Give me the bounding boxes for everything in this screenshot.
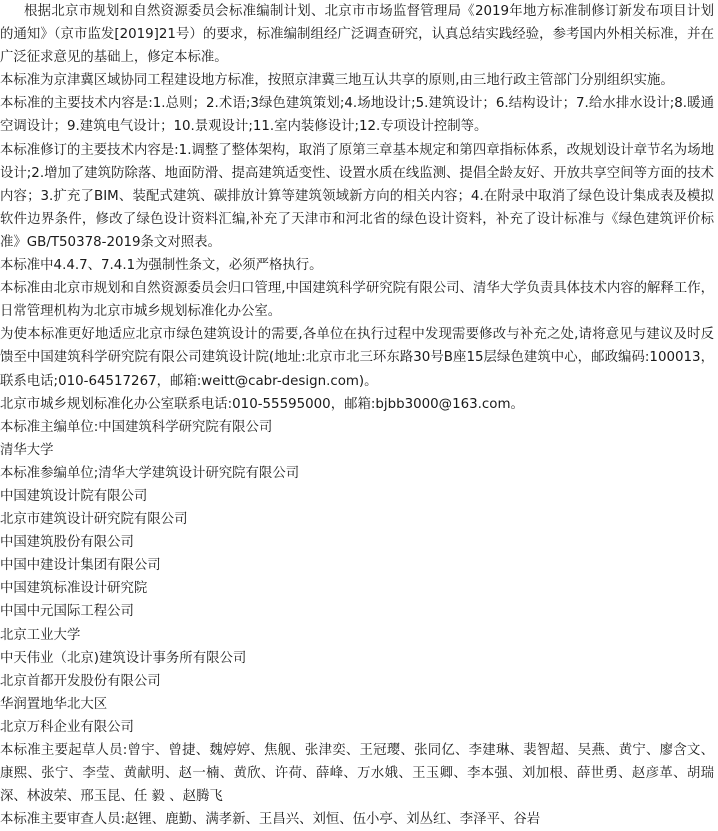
paragraph-revision-basis: 根据北京市规划和自然资源委员会标准编制计划、北京市市场监督管理局《2019年地方标准制修订新发布项目计划的通知》（京市监发[2019]21号）的要求，标准编制组经广泛调查研究，认真总结实践经验，参考国内外相关标准，并在广泛征求意见的基础上，修定本标准。 bbox=[0, 4, 714, 66]
paragraph-regional-standard: 本标准为京津冀区域协同工程建设地方标准，按照京津冀三地互认共享的原则,由三地行政主管部门分别组织实施。 bbox=[0, 73, 674, 89]
participating-unit: 本标准参编单位;清华大学建筑设计研究院有限公司 bbox=[0, 465, 300, 481]
participating-unit: 北京工业大学 bbox=[0, 627, 81, 643]
paragraph-mandatory-clauses: 本标准中4.4.7、7.4.1为强制性条文，必须严格执行。 bbox=[0, 258, 323, 274]
participating-unit: 北京万科企业有限公司 bbox=[0, 719, 134, 735]
paragraph-main-contents: 本标准的主要技术内容是:1.总则；2.术语;3绿色建筑策划;4.场地设计;5.建筑设计；6.结构设计；7.给水排水设计;8.暖通空调设计；9.建筑电气设计；10.景观设计;11.室内装修设计;12.专项设计控制等。 bbox=[0, 96, 714, 135]
participating-unit: 中国中元国际工程公司 bbox=[0, 604, 134, 620]
paragraph-management: 本标准由北京市规划和自然资源委员会归口管理,中国建筑科学研究院有限公司、清华大学负责具体技术内容的解释工作，日常管理机构为北京市城乡规划标准化办公室。 bbox=[0, 281, 714, 320]
paragraph-office-contact: 北京市城乡规划标准化办公室联系电话:010-55595000，邮箱:bjbb3000@163.com。 bbox=[0, 396, 524, 412]
participating-unit: 中国建筑设计院有限公司 bbox=[0, 488, 148, 504]
paragraph-revision-contents: 本标准修订的主要技术内容是:1.调整了整体架构，取消了原第三章基本规定和第四章指标体系，改规划设计章节名为场地设计;2.增加了建筑防除落、地面防滑、提高建筑适变性、设置水质在线监测、提倡全龄友好、开放共享空间等方面的技术内容；3.扩充了BIM、装配式建筑、碳排放计算等建筑领域新方向的相关内容；4.在附录中取消了绿色设计集成表及模拟软件边界条件，修改了绿色设计资料汇编,补充了天津市和河北省的绿色设计资料，补充了设计标准与《绿色建筑评价标准》GB/T50378-2019条文对照表。 bbox=[0, 142, 714, 250]
participating-unit: 北京首都开发股份有限公司 bbox=[0, 673, 161, 689]
participating-unit: 中国中建设计集团有限公司 bbox=[0, 558, 161, 574]
participating-unit: 中国建筑股份有限公司 bbox=[0, 535, 134, 551]
participating-unit: 中国建筑标准设计研究院 bbox=[0, 581, 148, 597]
chief-editor-unit-2: 清华大学 bbox=[0, 442, 54, 458]
participating-unit: 华润置地华北大区 bbox=[0, 696, 108, 712]
chief-editor-unit: 本标准主编单位:中国建筑科学研究院有限公司 bbox=[0, 419, 273, 435]
main-reviewers: 本标准主要审查人员:赵锂、鹿勤、满孝新、王昌兴、刘恒、伍小亭、刘丛红、李泽平、谷岩 bbox=[0, 812, 541, 828]
paragraph-feedback-contact: 为使本标准更好地适应北京市绿色建筑设计的需要,各单位在执行过程中发现需要修改与补充之处,请将意见与建议及时反馈至中国建筑科学研究院有限公司建筑设计院(地址:北京市北三环东路30号B座15层绿色建筑中心，邮政编码:100013，联系电话;010-64517267，邮箱:weitt@cabr-design.com)。 bbox=[0, 327, 714, 389]
main-drafters: 本标准主要起草人员:曾宇、曾捷、魏婷婷、焦舰、张津奕、王冠璎、张同亿、李建琳、裴智超、吴燕、黄宁、廖含文、康熙、张宁、李莹、黄献明、赵一楠、黄欣、许荷、薛峰、万水娥、王玉卿、李本强、刘加根、薛世勇、赵彦革、胡瑞深、林波荣、邢玉昆、任 毅 、赵腾飞 bbox=[0, 743, 714, 805]
participating-unit: 北京市建筑设计研究院有限公司 bbox=[0, 512, 188, 528]
participating-unit: 中天伟业（北京)建筑设计事务所有限公司 bbox=[0, 650, 247, 666]
